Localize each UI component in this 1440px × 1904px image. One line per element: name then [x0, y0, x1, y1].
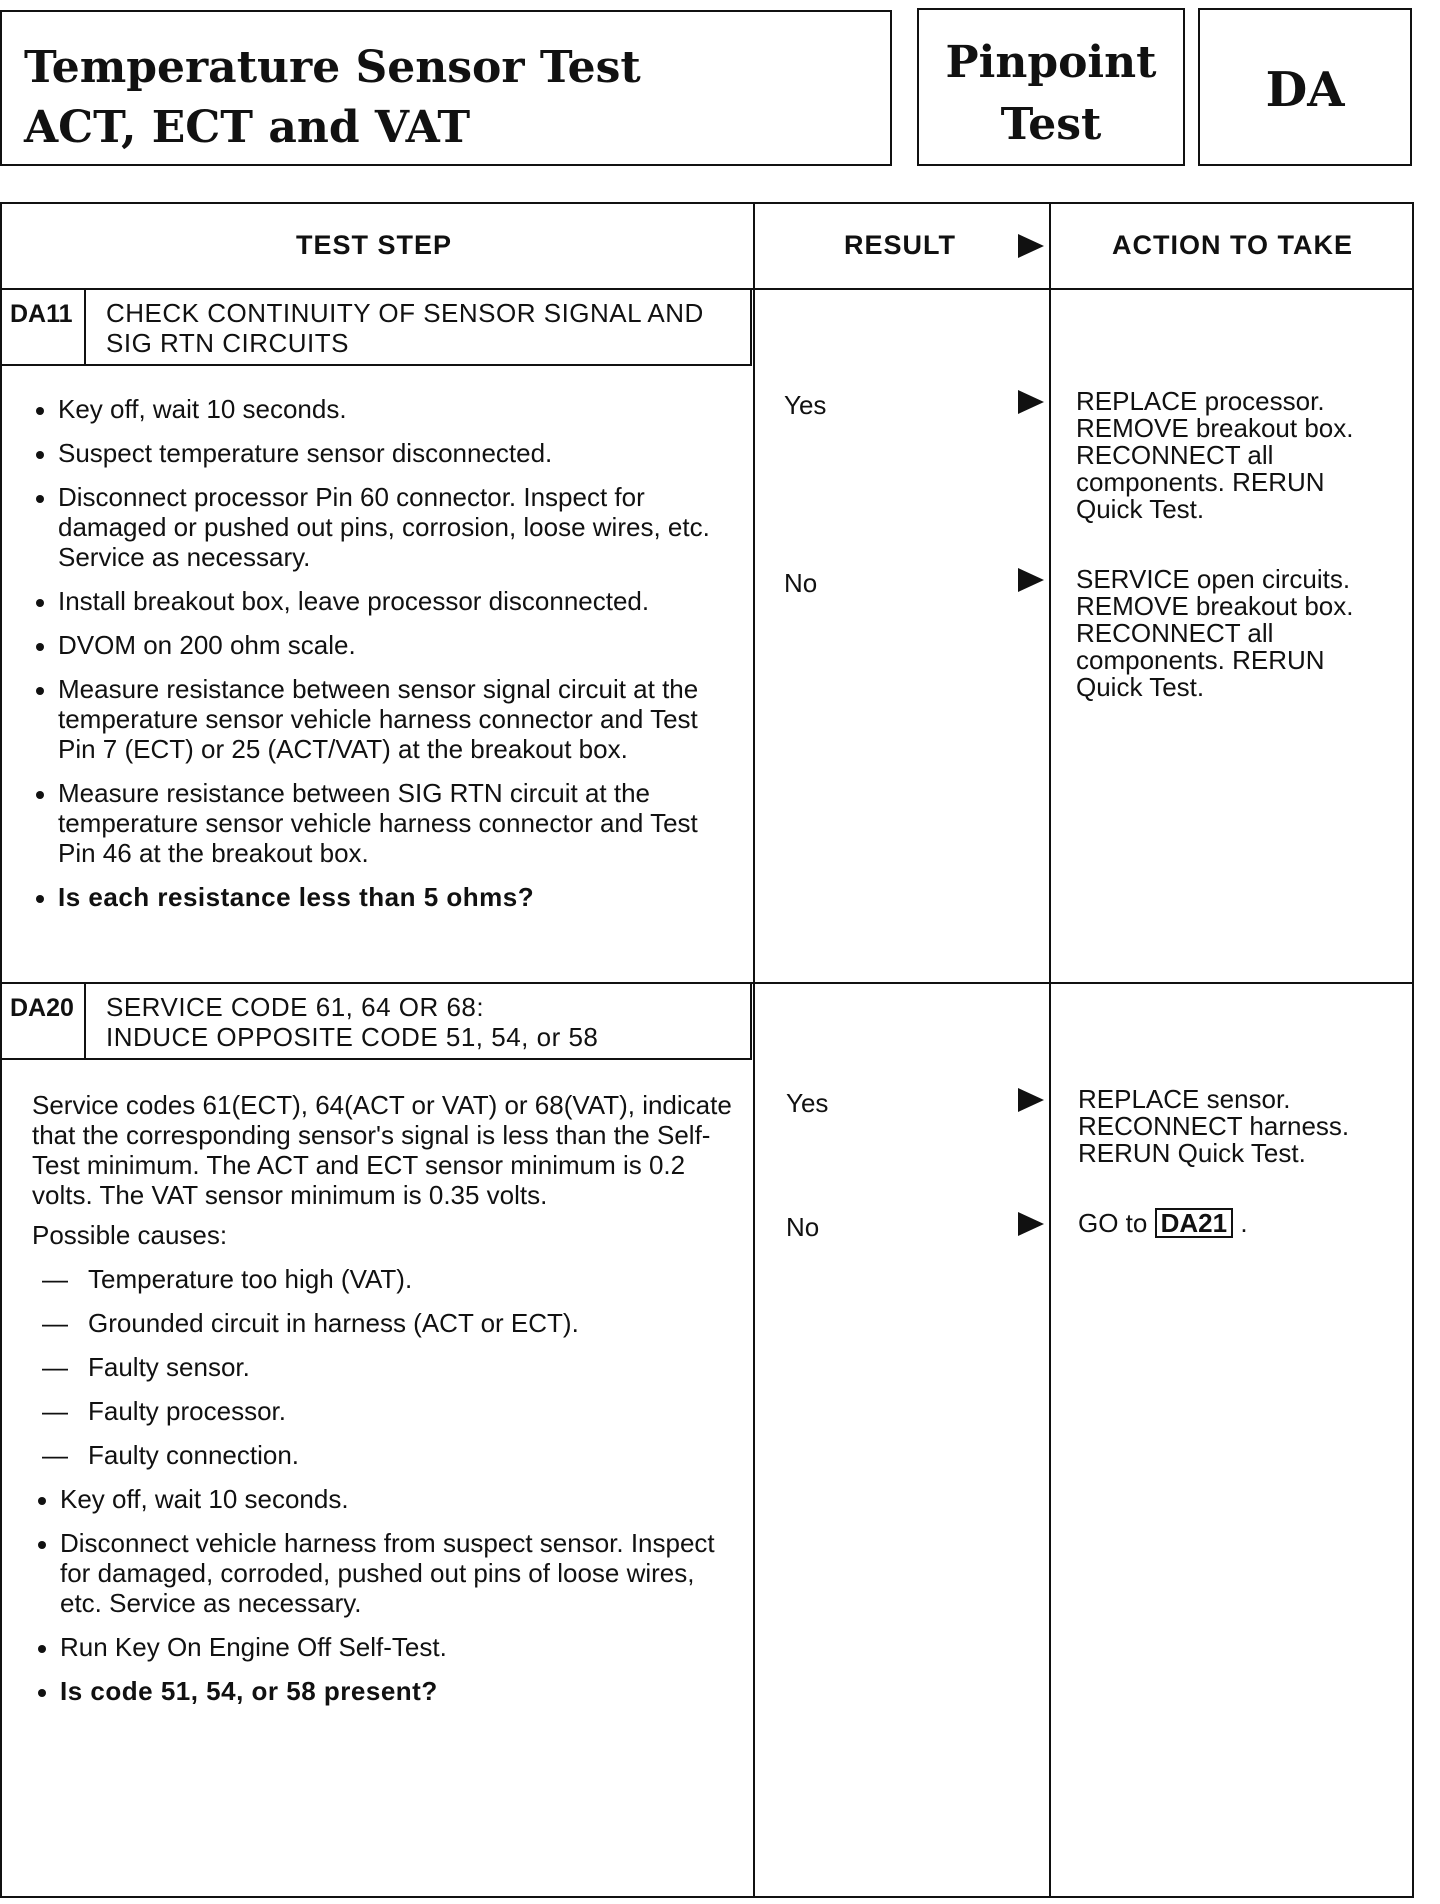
list-item: Disconnect processor Pin 60 connector. Inspect for damaged or pushed out pins, corrosion, loose wires, etc. Service as necessary. — [30, 482, 730, 572]
action-da11-yes: REPLACE processor. REMOVE breakout box. RECONNECT all components. RERUN Quick Test. — [1076, 386, 1354, 524]
arrow-icon — [1018, 390, 1044, 414]
pinpoint-box — [917, 8, 1185, 166]
action-da20-yes: REPLACE sensor. RECONNECT harness. RERUN Quick Test. — [1078, 1084, 1350, 1168]
column-header-result: RESULT — [844, 230, 956, 260]
result-yes: Yes — [784, 390, 827, 420]
result-yes: Yes — [786, 1088, 829, 1118]
cause-item: — Faulty connection. — [32, 1440, 732, 1470]
step-instructions-da20 — [32, 1090, 732, 1720]
list-item: Key off, wait 10 seconds. — [32, 1484, 732, 1514]
step-code: DA11 — [2, 290, 86, 364]
test-code: DA — [1265, 62, 1345, 118]
cause-item: — Faulty processor. — [32, 1396, 732, 1426]
step-reference-da21[interactable]: DA21 — [1155, 1208, 1233, 1238]
column-header-test-step: TEST STEP — [296, 230, 453, 260]
test-code-box — [1198, 8, 1412, 166]
list-item: DVOM on 200 ohm scale. — [30, 630, 730, 660]
result-no: No — [784, 568, 818, 598]
cause-item: — Temperature too high (VAT). — [32, 1264, 732, 1294]
action-da11-no: SERVICE open circuits. REMOVE breakout box. RECONNECT all components. RERUN Quick Test. — [1076, 564, 1354, 702]
list-item: Suspect temperature sensor disconnected. — [30, 438, 730, 468]
list-item: Measure resistance between sensor signal circuit at the temperature sensor vehicle harness connector and Test Pin 7 (ECT) or 25 (ACT/VAT) at the breakout box. — [30, 674, 730, 764]
cause-item: — Faulty sensor. — [32, 1352, 732, 1382]
pinpoint-line-1: Pinpoint — [945, 37, 1157, 88]
test-table — [0, 202, 1414, 1898]
step-title: CHECK CONTINUITY OF SENSOR SIGNAL AND SIG RTN CIRCUITS — [106, 298, 704, 358]
arrow-icon — [1018, 1088, 1044, 1112]
pinpoint-line-2: Test — [1000, 99, 1102, 150]
page-title — [24, 38, 641, 158]
list-item-question: Is each resistance less than 5 ohms? — [30, 882, 730, 912]
step-intro: Service codes 61(ECT), 64(ACT or VAT) or 68(VAT), indicate that the corresponding sensor's signal is less than the Self-Test minimum. The ACT and ECT sensor minimum is 0.2 volts. The VAT sensor minimum is 0.35 volts. — [32, 1090, 732, 1210]
arrow-icon — [1018, 568, 1044, 592]
title-box — [0, 10, 892, 166]
column-header-action: ACTION TO TAKE — [1112, 230, 1353, 260]
list-item: Measure resistance between SIG RTN circuit at the temperature sensor vehicle harness connector and Test Pin 46 at the breakout box. — [30, 778, 730, 868]
arrow-icon — [1018, 234, 1044, 258]
column-divider — [1049, 204, 1051, 1896]
result-no: No — [786, 1212, 820, 1242]
step-title: SERVICE CODE 61, 64 OR 68: INDUCE OPPOSITE CODE 51, 54, or 58 — [106, 992, 599, 1052]
list-item-question: Is code 51, 54, or 58 present? — [32, 1676, 732, 1706]
list-item: Disconnect vehicle harness from suspect sensor. Inspect for damaged, corroded, pushed out pins of loose wires, etc. Service as necessary. — [32, 1528, 732, 1618]
step-header-da11 — [2, 290, 752, 366]
column-divider — [753, 204, 755, 1896]
title-line-2: ACT, ECT and VAT — [24, 102, 471, 153]
step-header-da20 — [2, 984, 752, 1060]
arrow-icon — [1018, 1212, 1044, 1236]
list-item: Install breakout box, leave processor disconnected. — [30, 586, 730, 616]
step-instructions-da11 — [30, 394, 730, 926]
title-line-1: Temperature Sensor Test — [24, 42, 641, 93]
list-item: Run Key On Engine Off Self-Test. — [32, 1632, 732, 1662]
causes-label: Possible causes: — [32, 1220, 228, 1250]
action-da20-no: GO to DA21 . — [1078, 1208, 1248, 1238]
list-item: Key off, wait 10 seconds. — [30, 394, 730, 424]
cause-item: — Grounded circuit in harness (ACT or ECT). — [32, 1308, 732, 1338]
step-code: DA20 — [2, 984, 86, 1058]
